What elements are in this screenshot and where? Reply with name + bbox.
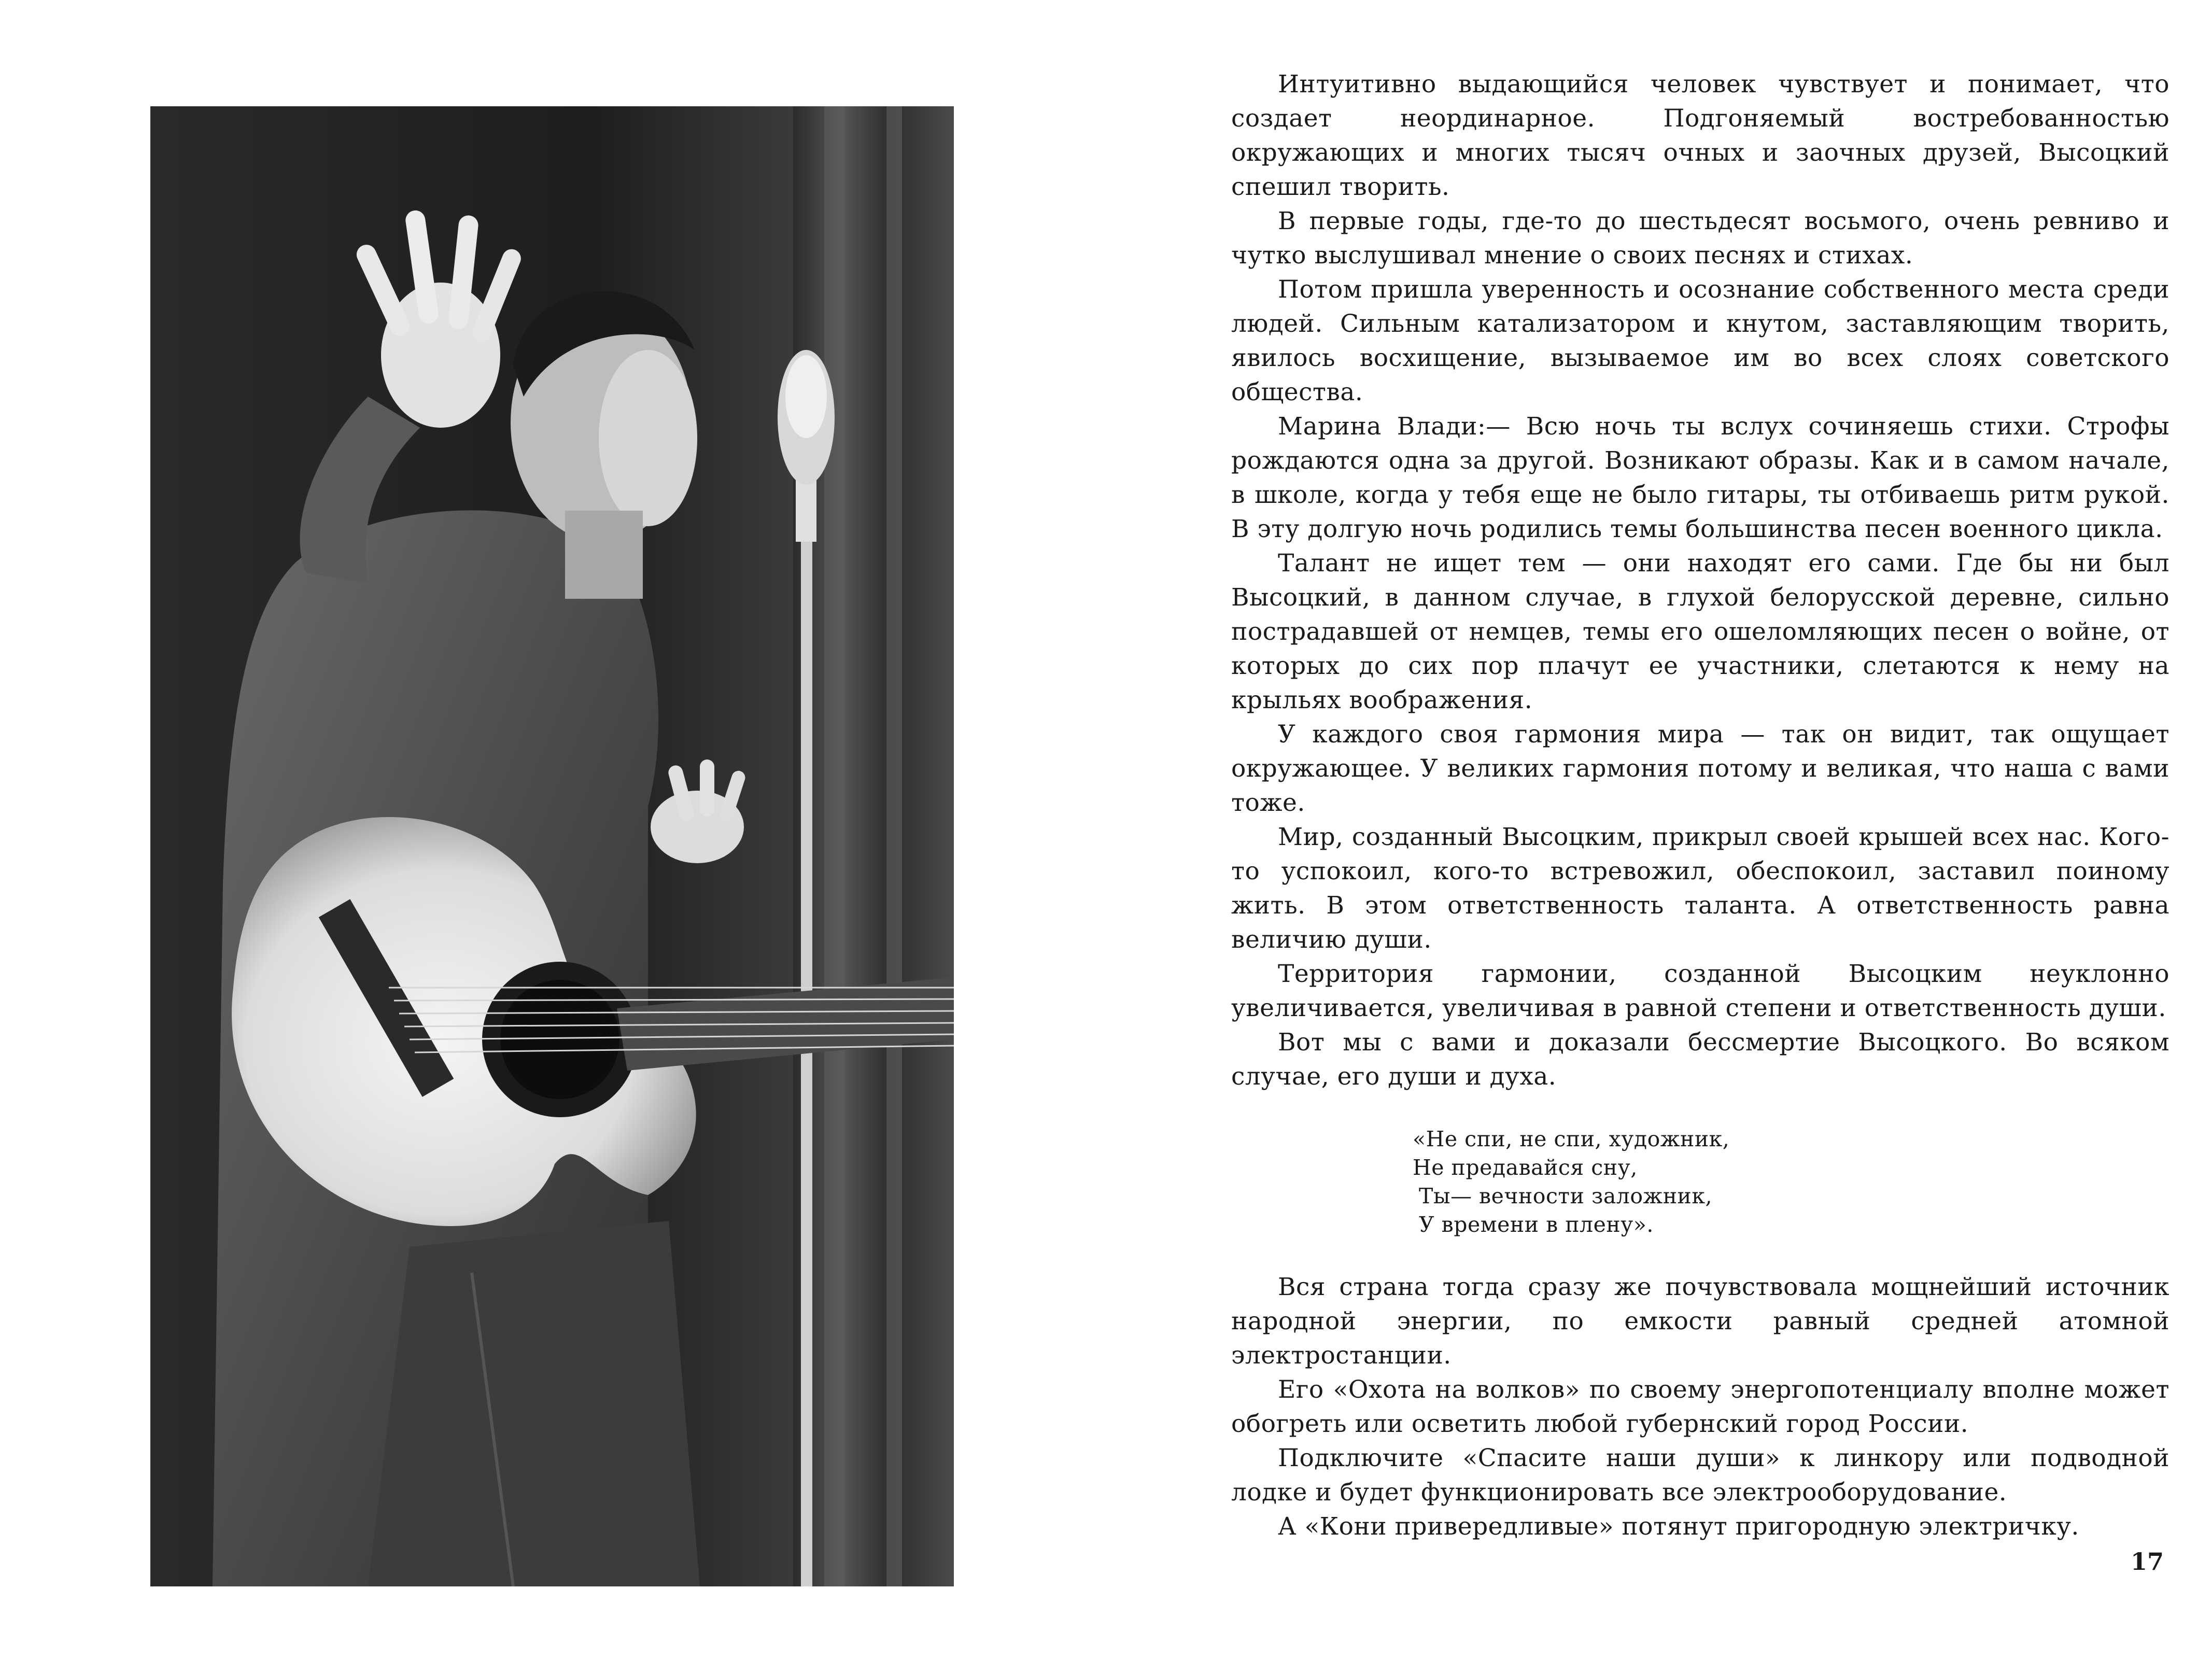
poem-quote: [1413, 1125, 2169, 1239]
curtain: [793, 106, 954, 1586]
paragraph: Вся страна тогда сразу же почувствовала мощнейший источник народной энергии, по емкости равный средней атомной электростанции.: [1231, 1273, 2169, 1370]
poem-line: «Не спи, не спи, художник,: [1413, 1127, 1730, 1151]
paragraph: Талант не ищет тем — они находят его сами. Где бы ни был Высоцкий, в данном случае, в глухой белорусской деревне, сильно пострадавшей от немцев, темы его ошеломляющих песен о войне, от которых до сих пор плачут ее участники, слетаются к нему на крыльях воображения.: [1231, 549, 2169, 714]
trousers: [368, 1221, 700, 1586]
performer-photo: [150, 106, 954, 1586]
paragraph: Его «Охота на волков» по своему энергопотенциалу вполне может обогреть или осветить любой губернский город России.: [1231, 1375, 2169, 1438]
paragraph: У каждого своя гармония мира — так он видит, так ощущает окружающее. У великих гармония потому и великая, что наша с вами тоже.: [1231, 720, 2169, 817]
paragraph: Марина Влади:— Всю ночь ты вслух сочиняешь стихи. Строфы рождаются одна за другой. Возникают образы. Как и в самом начале, в школе, когда у тебя еще не было гитары, ты отбиваешь ритм рукой. В эту долгую ночь родились темы большинства песен военного цикла.: [1231, 412, 2169, 543]
poem-line: У времени в плену».: [1419, 1212, 1654, 1237]
paragraph: А «Кони привередливые» потянут пригородную электричку.: [1278, 1512, 2079, 1541]
paragraph: Вот мы с вами и доказали бессмертие Высоцкого. Во всяком случае, его души и духа.: [1231, 1028, 2169, 1091]
paragraph: Территория гармонии, созданной Высоцким неуклонно увеличивается, увеличивая в равной степени и ответственность души.: [1231, 960, 2169, 1022]
microphone-stand: [801, 531, 812, 1586]
poem-line: Ты— вечности заложник,: [1419, 1184, 1713, 1208]
paragraph: Интуитивно выдающийся человек чувствует и понимает, что создает неординарное. Подгоняемый востребованностью окружающих и многих тысяч очных и заочных друзей, Высоцкий спешил творить.: [1231, 70, 2169, 201]
paragraph: Мир, созданный Высоцким, прикрыл своей крышей всех нас. Кого-то успокоил, кого-то встревожил, обеспокоил, заставил поиному жить. В этом ответственность таланта. А ответственность равна величию души.: [1231, 823, 2169, 954]
photo-image: [150, 106, 954, 1586]
paragraph: Потом пришла уверенность и осознание собственного места среди людей. Сильным катализатором и кнутом, заставляющим творить, явилось восхищение, вызываемое им во всех слоях советского общества.: [1231, 275, 2169, 406]
paragraph: Подключите «Спасите наши души» к линкору или подводной лодке и будет функционировать все электрооборудование.: [1231, 1444, 2169, 1507]
text-column: [1231, 67, 2169, 1571]
page-number: 17: [2131, 1548, 2164, 1576]
poem-line: Не предавайся сну,: [1413, 1155, 1638, 1180]
paragraph: В первые годы, где-то до шестьдесят восьмого, очень ревниво и чутко выслушивал мнение о своих песнях и стихах.: [1231, 207, 2169, 270]
